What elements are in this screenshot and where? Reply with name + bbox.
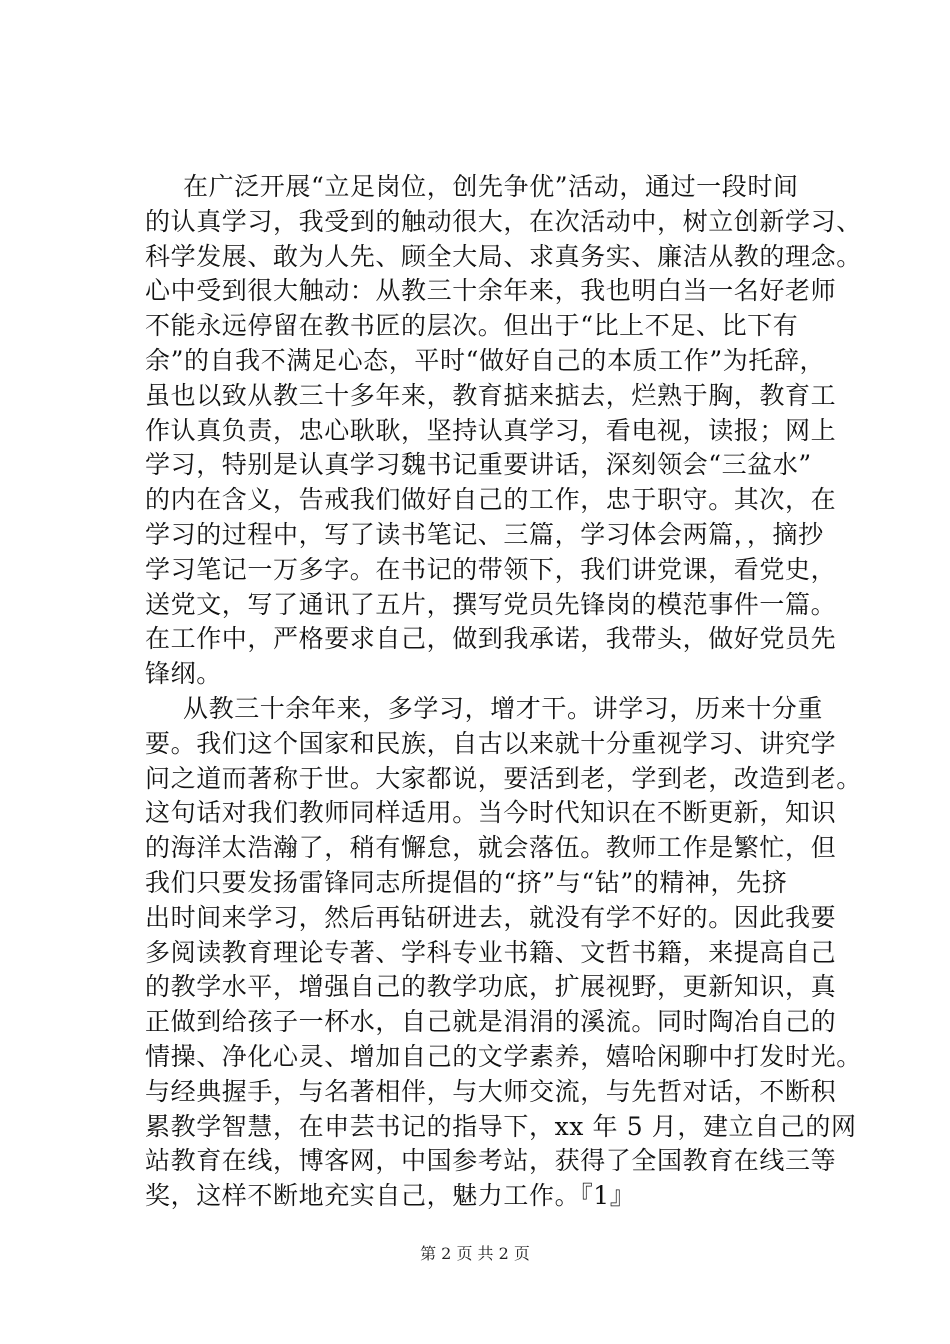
text-line: 不能永远停留在教书匠的层次。但出于“比上不足、比下有 xyxy=(145,311,799,341)
text-line: 这句话对我们教师同样适用。当今时代知识在不断更新，知识 xyxy=(145,798,837,828)
text-line: 虽也以致从教三十多年来，教育掂来掂去，烂熟于胸，教育工 xyxy=(145,380,837,410)
text-line: 情操、净化心灵、增加自己的文学素养，嬉哈闲聊中打发时光。 xyxy=(145,1041,862,1071)
text-line: 要。我们这个国家和民族，自古以来就十分重视学习、讲究学 xyxy=(145,728,837,758)
text-line: 从教三十余年来，多学习，增才干。讲学习，历来十分重 xyxy=(183,693,824,723)
text-line: 出时间来学习，然后再钻研进去，就没有学不好的。因此我要 xyxy=(145,902,837,932)
text-line: 与经典握手，与名著相伴，与大师交流，与先哲对话，不断积 xyxy=(145,1076,837,1106)
text-line: 的内在含义，告戒我们做好自己的工作，忠于职守。其次，在 xyxy=(145,485,837,515)
text-line: 我们只要发扬雷锋同志所提倡的“挤”与“钻”的精神，先挤 xyxy=(145,867,788,897)
page-footer: 第 2 页 共 2 页 xyxy=(420,1244,530,1263)
text-line: 在广泛开展“立足岗位，创先争优”活动，通过一段时间 xyxy=(183,172,799,201)
text-line: 心中受到很大触动：从教三十余年来，我也明白当一名好老师 xyxy=(145,276,837,306)
text-line: 在工作中，严格要求自己，做到我承诺，我带头，做好党员先 xyxy=(145,624,837,654)
text-line: 正做到给孩子一杯水，自己就是涓涓的溪流。同时陶冶自己的 xyxy=(145,1007,837,1037)
text-line: 多阅读教育理论专著、学科专业书籍、文哲书籍，来提高自己 xyxy=(145,937,837,967)
text-line: 累教学智慧，在申芸书记的指导下，xx 年 5 月，建立自己的网 xyxy=(145,1111,857,1141)
text-line: 学习的过程中，写了读书笔记、三篇，学习体会两篇，，摘抄 xyxy=(145,519,824,549)
text-line: 作认真负责，忠心耿耿，坚持认真学习，看电视，读报；网上 xyxy=(145,415,837,445)
text-line: 的教学水平，增强自己的教学功底，扩展视野，更新知识，真 xyxy=(145,972,837,1002)
text-line: 送党文，写了通讯了五片，撰写党员先锋岗的模范事件一篇。 xyxy=(145,589,837,619)
document-body xyxy=(145,170,862,1214)
text-line: 奖，这样不断地充实自己，魅力工作。『1』 xyxy=(145,1181,636,1211)
text-line: 学习，特别是认真学习魏书记重要讲话，深刻领会“三盆水” xyxy=(145,450,812,480)
text-line: 科学发展、敢为人先、顾全大局、求真务实、廉洁从教的理念。 xyxy=(145,241,862,271)
text-line: 的认真学习，我受到的触动很大，在次活动中，树立创新学习、 xyxy=(145,206,862,236)
text-line: 站教育在线，博客网，中国参考站，获得了全国教育在线三等 xyxy=(145,1146,837,1176)
paragraph-1 xyxy=(145,170,862,692)
text-line: 问之道而著称于世。大家都说，要活到老，学到老，改造到老。 xyxy=(145,763,862,793)
text-line: 锋纲。 xyxy=(145,659,222,689)
text-line: 余”的自我不满足心态，平时“做好自己的本质工作”为托辞， xyxy=(145,345,826,375)
paragraph-2 xyxy=(145,692,862,1214)
text-line: 学习笔记一万多字。在书记的带领下，我们讲党课，看党史， xyxy=(145,554,837,584)
text-line: 的海洋太浩瀚了，稍有懈怠，就会落伍。教师工作是繁忙，但 xyxy=(145,833,837,863)
